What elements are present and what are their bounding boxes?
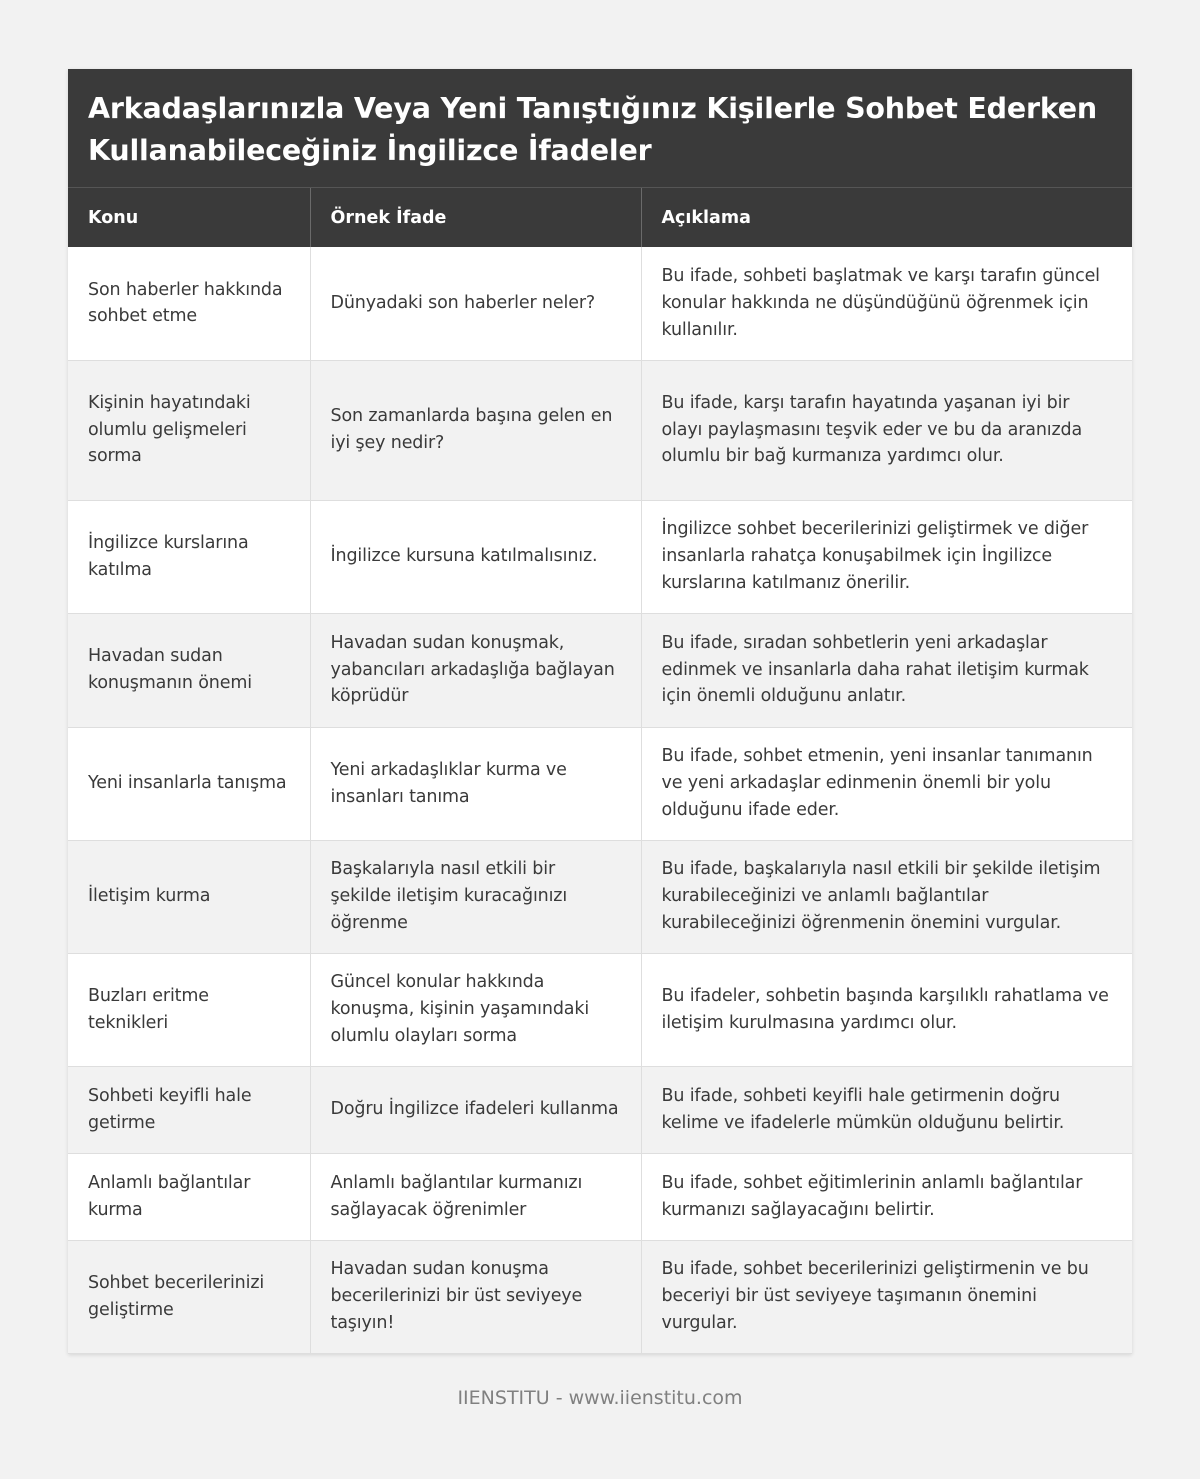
cell-aciklama: Bu ifade, sohbeti keyifli hale getirmenin doğru kelime ve ifadelerle mümkün olduğunu belirtir. [641, 1066, 1132, 1153]
table-row [68, 500, 1132, 613]
table-body [68, 247, 1132, 1353]
cell-konu: Buzları eritme teknikleri [68, 953, 310, 1066]
cell-konu: Havadan sudan konuşmanın önemi [68, 613, 310, 727]
cell-konu: Kişinin hayatındaki olumlu gelişmeleri sorma [68, 360, 310, 500]
cell-ornek-ifade: Başkalarıyla nasıl etkili bir şekilde iletişim kuracağınızı öğrenme [310, 840, 641, 953]
cell-konu: İngilizce kurslarına katılma [68, 500, 310, 613]
cell-ornek-ifade: Son zamanlarda başına gelen en iyi şey nedir? [310, 360, 641, 500]
cell-konu: Anlamlı bağlantılar kurma [68, 1153, 310, 1240]
cell-aciklama: Bu ifade, karşı tarafın hayatında yaşanan iyi bir olayı paylaşmasını teşvik eder ve bu da aranızda olumlu bir bağ kurmanıza yardımcı olur. [641, 360, 1132, 500]
table-row [68, 727, 1132, 840]
cell-aciklama: Bu ifadeler, sohbetin başında karşılıklı rahatlama ve iletişim kurulmasına yardımcı olur. [641, 953, 1132, 1066]
column-header-konu: Konu [68, 188, 310, 247]
cell-ornek-ifade: Havadan sudan konuşma becerilerinizi bir üst seviyeye taşıyın! [310, 1240, 641, 1353]
cell-aciklama: Bu ifade, sohbet etmenin, yeni insanlar tanımanın ve yeni arkadaşlar edinmenin önemli bir yolu olduğunu ifade eder. [641, 727, 1132, 840]
page-title: Arkadaşlarınızla Veya Yeni Tanıştığınız Kişilerle Sohbet Ederken Kullanabileceğiniz İngilizce İfadeler [88, 92, 1098, 167]
cell-konu: İletişim kurma [68, 840, 310, 953]
cell-aciklama: Bu ifade, sohbeti başlatmak ve karşı tarafın güncel konular hakkında ne düşündüğünü öğrenmek için kullanılır. [641, 247, 1132, 360]
cell-ornek-ifade: İngilizce kursuna katılmalısınız. [310, 500, 641, 613]
cell-konu: Sohbeti keyifli hale getirme [68, 1066, 310, 1153]
column-header-aciklama: Açıklama [641, 188, 1132, 247]
table-card [68, 69, 1132, 1354]
cell-ornek-ifade: Dünyadaki son haberler neler? [310, 247, 641, 360]
cell-konu: Son haberler hakkında sohbet etme [68, 247, 310, 360]
table-header [68, 188, 1132, 247]
table-row [68, 613, 1132, 727]
cell-aciklama: Bu ifade, başkalarıyla nasıl etkili bir şekilde iletişim kurabileceğinizi ve anlamlı bağlantılar kurabileceğinizi öğrenmenin önemini vurgular. [641, 840, 1132, 953]
table-row [68, 840, 1132, 953]
table-row [68, 247, 1132, 360]
cell-aciklama: Bu ifade, sıradan sohbetlerin yeni arkadaşlar edinmek ve insanlarla daha rahat iletişim kurmak için önemli olduğunu anlatır. [641, 613, 1132, 727]
cell-aciklama: Bu ifade, sohbet becerilerinizi geliştirmenin ve bu beceriyi bir üst seviyeye taşımanın önemini vurgular. [641, 1240, 1132, 1353]
cell-ornek-ifade: Güncel konular hakkında konuşma, kişinin yaşamındaki olumlu olayları sorma [310, 953, 641, 1066]
table-row [68, 953, 1132, 1066]
title-bar [68, 69, 1132, 188]
phrases-table [68, 188, 1132, 1354]
header-row [68, 188, 1132, 247]
cell-ornek-ifade: Yeni arkadaşlıklar kurma ve insanları tanıma [310, 727, 641, 840]
cell-aciklama: İngilizce sohbet becerilerinizi geliştirmek ve diğer insanlarla rahatça konuşabilmek için İngilizce kurslarına katılmanız önerilir. [641, 500, 1132, 613]
column-header-ornek-ifade: Örnek İfade [310, 188, 641, 247]
cell-ornek-ifade: Doğru İngilizce ifadeleri kullanma [310, 1066, 641, 1153]
table-row [68, 1240, 1132, 1353]
cell-konu: Sohbet becerilerinizi geliştirme [68, 1240, 310, 1353]
cell-ornek-ifade: Anlamlı bağlantılar kurmanızı sağlayacak öğrenimler [310, 1153, 641, 1240]
footer-credit: IIENSTITU - www.iienstitu.com [457, 1387, 743, 1409]
cell-aciklama: Bu ifade, sohbet eğitimlerinin anlamlı bağlantılar kurmanızı sağlayacağını belirtir. [641, 1153, 1132, 1240]
cell-konu: Yeni insanlarla tanışma [68, 727, 310, 840]
table-row [68, 360, 1132, 500]
table-row [68, 1153, 1132, 1240]
cell-ornek-ifade: Havadan sudan konuşmak, yabancıları arkadaşlığa bağlayan köprüdür [310, 613, 641, 727]
table-row [68, 1066, 1132, 1153]
